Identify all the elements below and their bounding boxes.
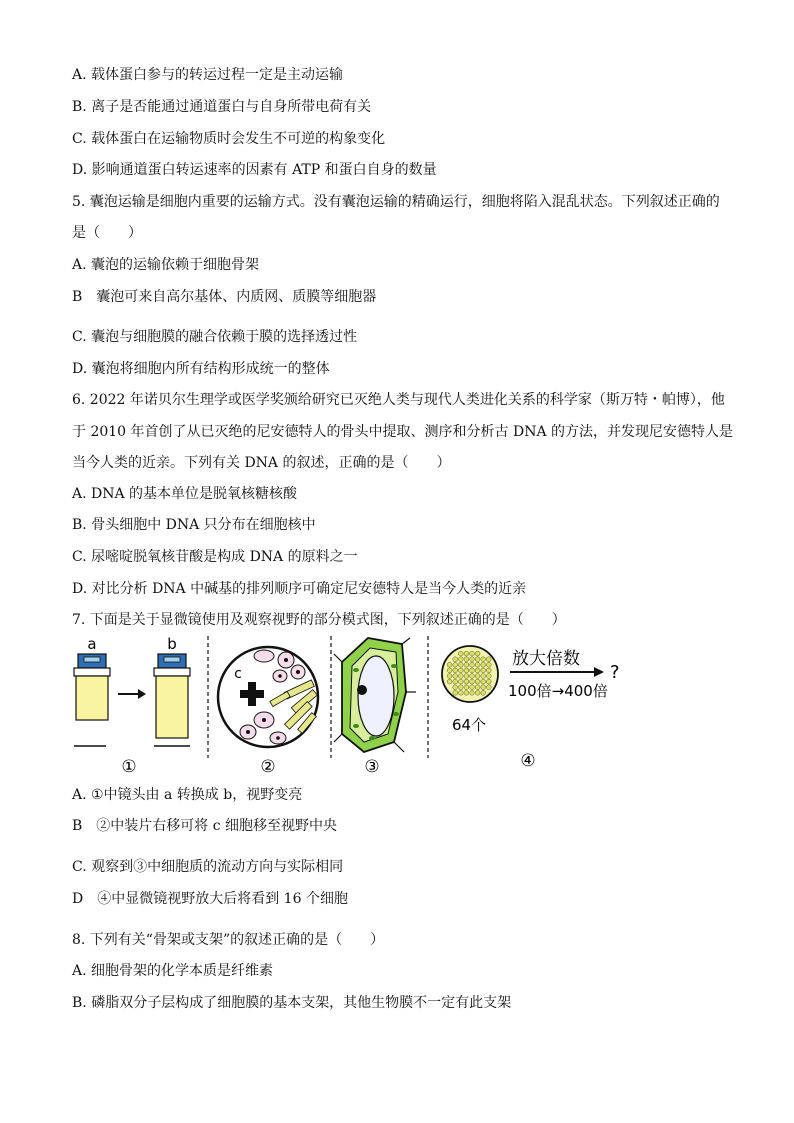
q7-option-c: C. 观察到③中细胞质的流动方向与实际相同 bbox=[72, 859, 344, 875]
label-c: c bbox=[234, 666, 242, 682]
q8-option-a: A. 细胞骨架的化学本质是纤维素 bbox=[72, 963, 274, 979]
q6-stem-line3: 当今人类的近亲。下列有关 DNA 的叙述，正确的是（ ） bbox=[72, 455, 451, 471]
nucleus bbox=[357, 685, 367, 695]
label-b: b bbox=[167, 635, 177, 653]
q7-option-a: A. ①中镜头由 a 转换成 b，视野变亮 bbox=[72, 787, 303, 803]
arrow-icon bbox=[118, 689, 146, 699]
q5-option-a: A. 囊泡的运输依赖于细胞骨架 bbox=[72, 257, 260, 273]
q6-option-d: D. 对比分析 DNA 中碱基的排列顺序可确定尼安德特人是当今人类的近亲 bbox=[72, 581, 527, 597]
mag-arrow-head bbox=[594, 667, 604, 677]
q7-option-b: B ②中装片右移可将 c 细胞移至视野中央 bbox=[72, 818, 338, 834]
objective-lens-a bbox=[74, 654, 110, 720]
q4-option-d: D. 影响通道蛋白转运速率的因素有 ATP 和蛋白自身的数量 bbox=[72, 162, 437, 178]
q4-option-b: B. 离子是否能通过通道蛋白与自身所带电荷有关 bbox=[72, 99, 372, 115]
q6-stem-line2: 于 2010 年首创了从已灭绝的尼安德特人的骨头中提取、测序和分析古 DNA 的方法，并发现尼安德特人是 bbox=[72, 424, 734, 440]
q5-stem-line1: 5. 囊泡运输是细胞内重要的运输方式。没有囊泡运输的精确运行，细胞将陷入混乱状态。下列叙述正确的 bbox=[72, 194, 720, 210]
q6-option-b: B. 骨头细胞中 DNA 只分布在细胞核中 bbox=[72, 517, 316, 533]
microscope-figure-svg bbox=[72, 634, 652, 782]
panel-4-magnification bbox=[442, 646, 620, 771]
q5-option-d: D. 囊泡将细胞内所有结构形成统一的整体 bbox=[72, 361, 330, 377]
panel-label-4: ④ bbox=[520, 751, 536, 771]
q5-stem-line2: 是（ ） bbox=[72, 225, 142, 241]
objective-lens-b bbox=[154, 654, 190, 738]
cell-count: 64个 bbox=[452, 716, 487, 734]
microscope-figure bbox=[72, 634, 652, 782]
question-mark: ? bbox=[610, 662, 620, 683]
panel-label-2: ② bbox=[260, 757, 276, 777]
panel-2-field-of-view bbox=[218, 647, 318, 777]
panel-1-objectives bbox=[74, 635, 190, 777]
q6-stem-line1: 6. 2022 年诺贝尔生理学或医学奖颁给研究已灭绝人类与现代人类进化关系的科学家（斯万特・帕博），他 bbox=[72, 392, 725, 408]
label-a: a bbox=[87, 635, 97, 653]
panel-label-1: ① bbox=[121, 757, 137, 777]
mag-change: 100倍→400倍 bbox=[508, 682, 608, 700]
q4-option-c: C. 载体蛋白在运输物质时会发生不可逆的构象变化 bbox=[72, 131, 386, 147]
q7-option-d: D ④中显微镜视野放大后将看到 16 个细胞 bbox=[72, 891, 348, 907]
q6-option-a: A. DNA 的基本单位是脱氧核糖核酸 bbox=[72, 486, 298, 502]
q4-option-a: A. 载体蛋白参与的转运过程一定是主动运输 bbox=[72, 67, 344, 83]
q8-option-b: B. 磷脂双分子层构成了细胞膜的基本支架，其他生物膜不一定有此支架 bbox=[72, 995, 512, 1011]
q5-option-b: B 囊泡可来自高尔基体、内质网、质膜等细胞器 bbox=[72, 289, 377, 305]
mag-title: 放大倍数 bbox=[512, 649, 580, 669]
q6-option-c: C. 尿嘧啶脱氧核苷酸是构成 DNA 的原料之一 bbox=[72, 549, 358, 565]
q5-option-c: C. 囊泡与细胞膜的融合依赖于膜的选择透过性 bbox=[72, 329, 358, 345]
q7-stem: 7. 下面是关于显微镜使用及观察视野的部分模式图，下列叙述正确的是（ ） bbox=[72, 612, 566, 628]
panel-3-plant-cell bbox=[334, 638, 416, 777]
panel-label-3: ③ bbox=[364, 757, 380, 777]
q8-stem: 8. 下列有关“骨架或支架”的叙述正确的是（ ） bbox=[72, 932, 385, 948]
